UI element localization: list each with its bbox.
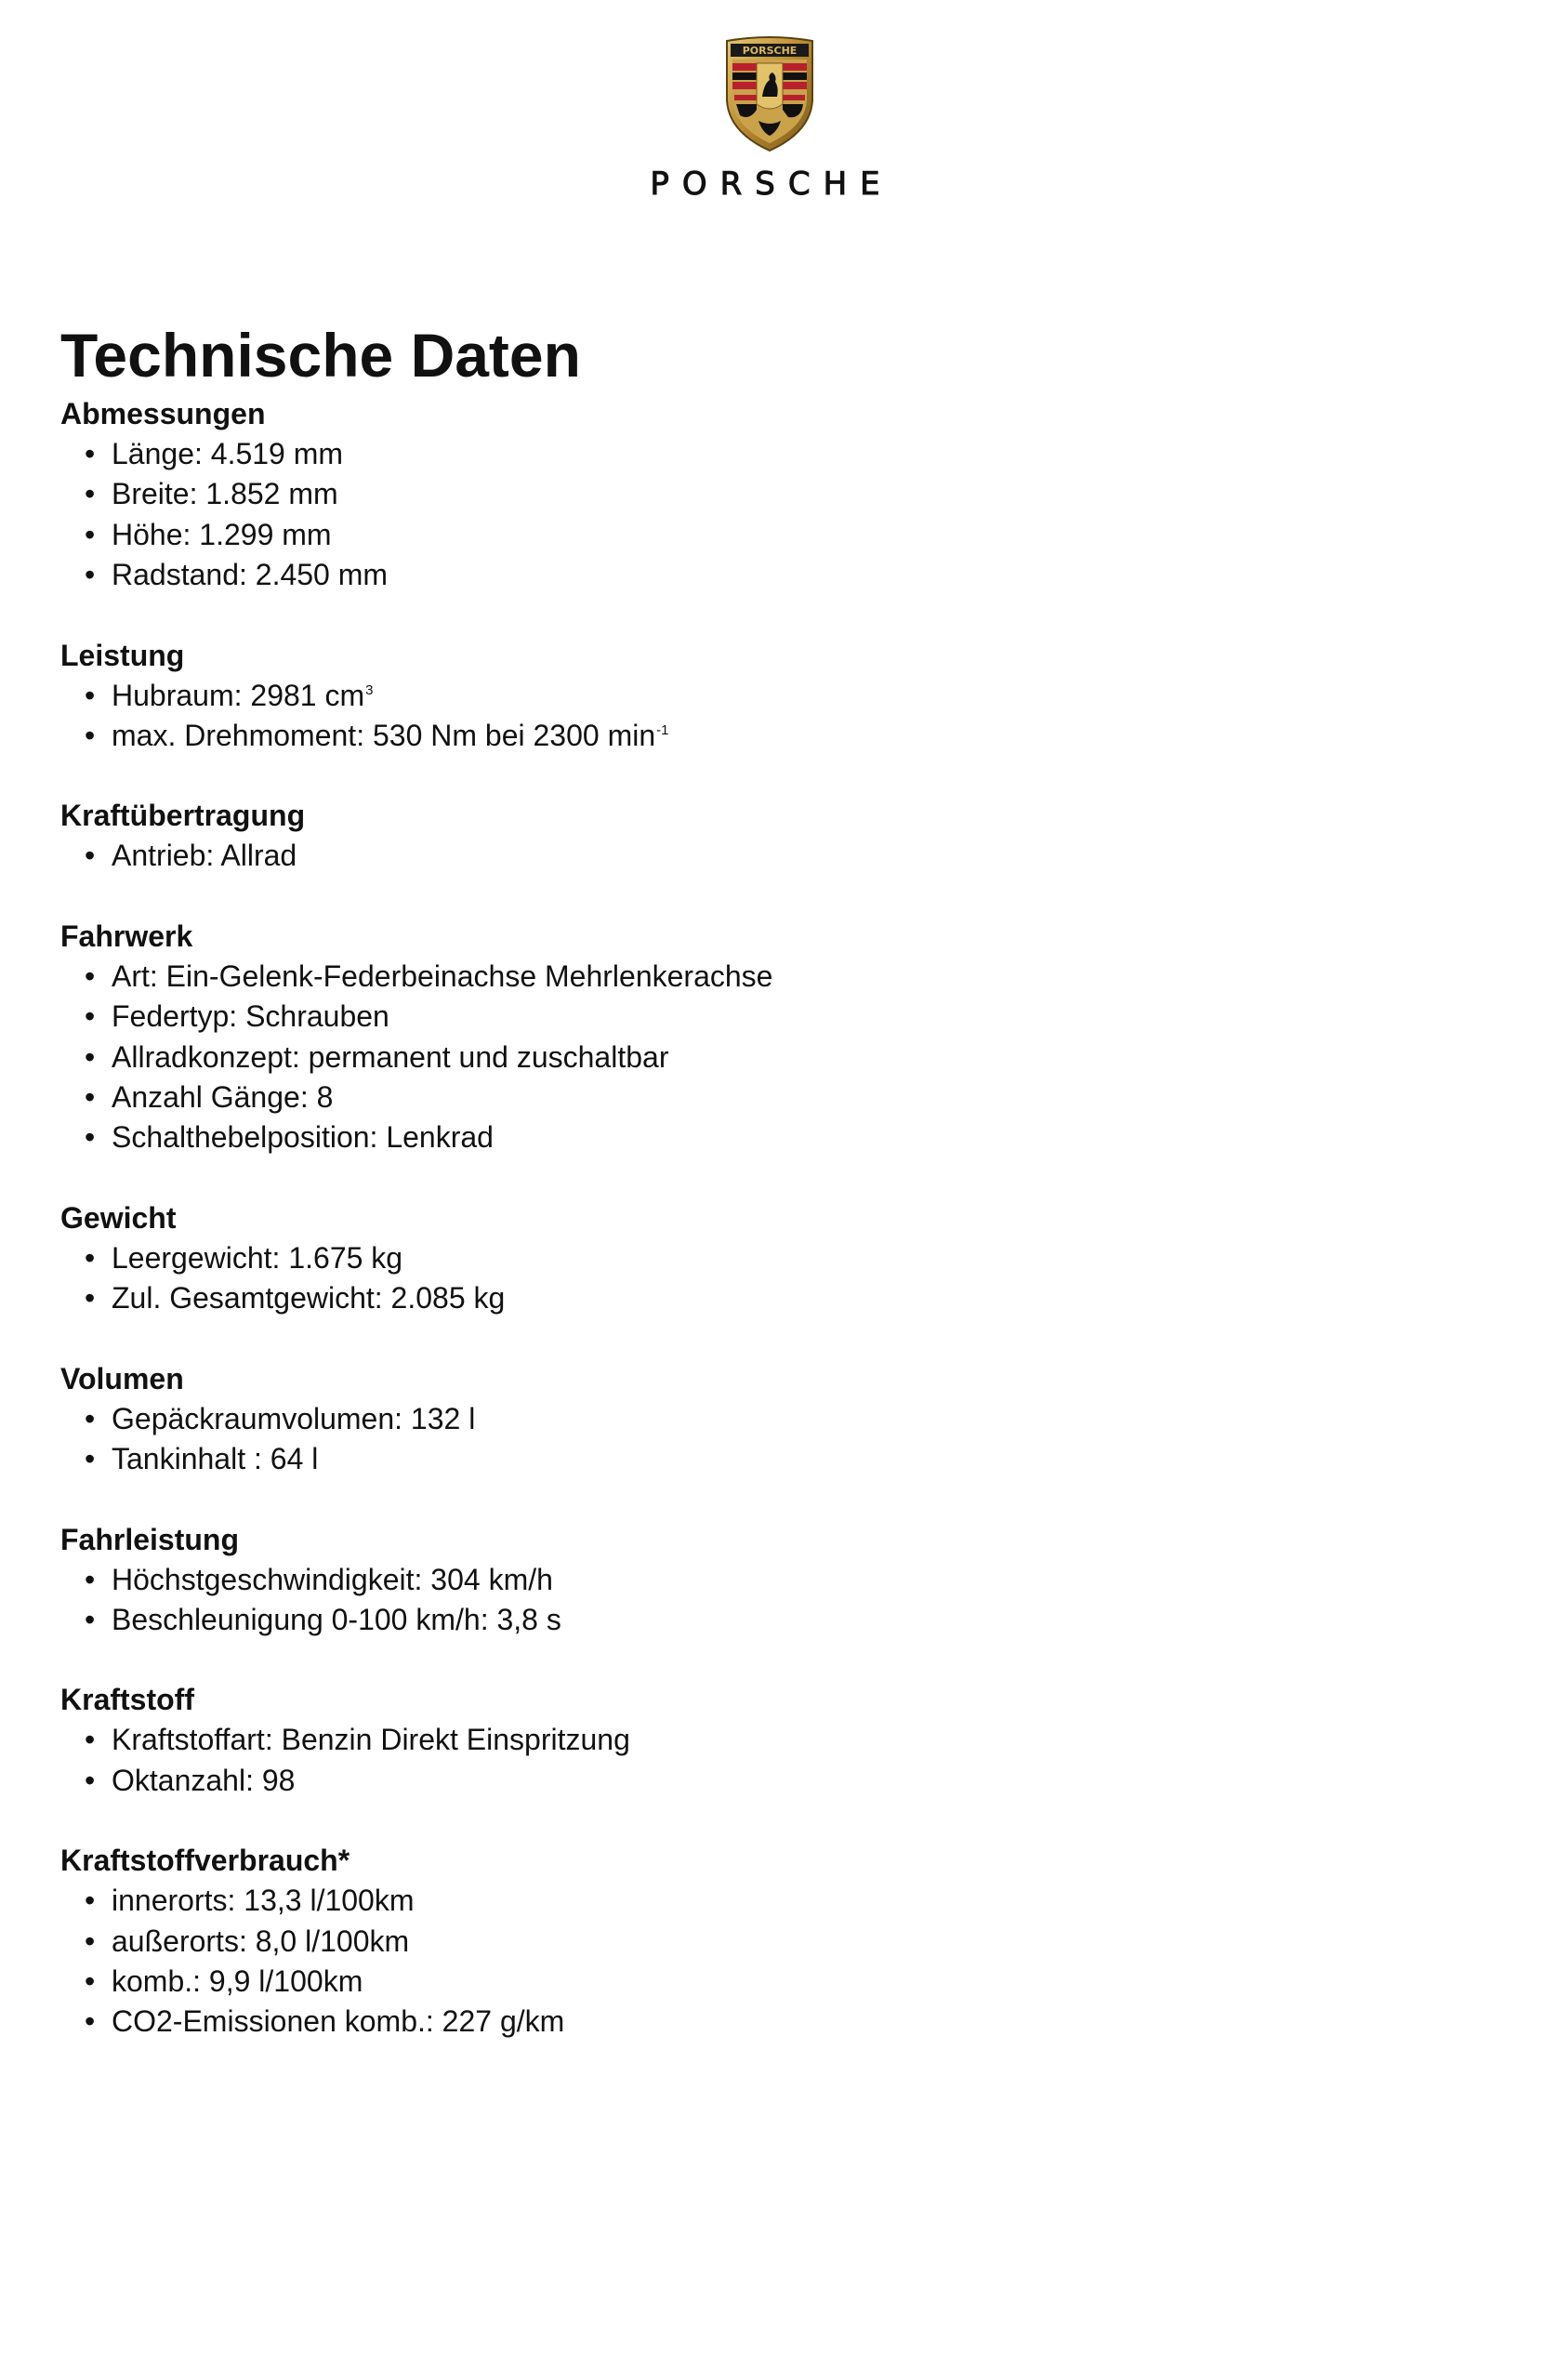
spec-label: max. Drehmoment	[112, 719, 357, 753]
spec-item	[60, 434, 1455, 474]
porsche-crest-logo	[721, 35, 818, 154]
spec-value: permanent und zuschaltbar	[308, 1039, 669, 1074]
spec-value: 9,9 l/100km	[208, 1964, 363, 1998]
spec-item	[60, 1117, 1455, 1157]
spec-item	[60, 1399, 1455, 1439]
spec-item	[60, 1038, 1455, 1078]
svg-text:PORSCHE: PORSCHE	[742, 45, 798, 57]
spec-item	[60, 1962, 1455, 2002]
spec-value: 227 g/km	[442, 2004, 565, 2039]
tech-data-content	[60, 316, 1455, 2043]
spec-label: Schalthebelposition	[112, 1120, 370, 1155]
spec-separator: :	[253, 1442, 270, 1476]
spec-item	[60, 716, 1455, 756]
spec-unit-exponent: -1	[656, 722, 669, 739]
spec-list	[60, 1560, 1455, 1641]
spec-list	[60, 1399, 1455, 1480]
spec-label: Radstand	[112, 558, 239, 592]
section-title: Kraftstoff	[60, 1683, 194, 1717]
spec-section	[60, 1198, 1455, 1319]
spec-label: Antrieb	[112, 839, 206, 873]
spec-value: 98	[261, 1763, 296, 1797]
spec-value: 1.675 kg	[288, 1240, 403, 1275]
spec-item	[60, 1761, 1455, 1801]
spec-item	[60, 1881, 1455, 1921]
spec-separator: :	[229, 999, 246, 1034]
section-title: Fahrwerk	[60, 919, 193, 953]
spec-label: Kraftstoffart	[112, 1723, 265, 1757]
spec-value: 2.450 mm	[255, 558, 389, 592]
spec-label: Höchstgeschwindigkeit	[112, 1562, 415, 1596]
section-title: Abmessungen	[60, 397, 266, 430]
spec-separator: :	[369, 1120, 387, 1155]
spec-label: Art	[112, 959, 150, 993]
spec-list	[60, 1238, 1455, 1319]
spec-separator: :	[264, 1723, 282, 1757]
spec-label: Leergewicht	[112, 1240, 272, 1275]
spec-label: Anzahl Gänge	[112, 1080, 300, 1115]
section-title: Fahrleistung	[60, 1522, 240, 1556]
spec-value: 13,3 l/100km	[244, 1884, 415, 1918]
spec-item	[60, 1600, 1455, 1640]
spec-label: innerorts	[112, 1884, 228, 1918]
spec-section	[60, 394, 1455, 596]
section-title: Kraftstoffverbrauch*	[60, 1844, 350, 1878]
section-title: Volumen	[60, 1361, 184, 1395]
spec-separator: :	[299, 1080, 317, 1115]
spec-label: Gepäckraumvolumen	[112, 1401, 395, 1435]
spec-list	[60, 434, 1455, 596]
spec-item	[60, 1278, 1455, 1318]
spec-value: 3,8 s	[496, 1602, 561, 1636]
section-title: Gewicht	[60, 1200, 177, 1235]
spec-separator: :	[205, 839, 221, 873]
spec-list	[60, 1720, 1455, 1801]
spec-label: Oktanzahl	[112, 1763, 246, 1797]
spec-list	[60, 957, 1455, 1158]
spec-section	[60, 917, 1455, 1158]
spec-section	[60, 1680, 1455, 1801]
spec-value: 132 l	[410, 1401, 476, 1435]
spec-value: Ein-Gelenk-Federbeinachse Mehrlenkerachse	[165, 959, 773, 993]
spec-section	[60, 1841, 1455, 2043]
spec-separator: :	[271, 1240, 289, 1275]
spec-separator: :	[374, 1281, 391, 1316]
page-title: Technische Daten	[60, 321, 581, 390]
spec-separator: :	[149, 959, 166, 993]
spec-value: Lenkrad	[386, 1120, 494, 1155]
spec-separator: :	[192, 1964, 209, 1998]
spec-list	[60, 676, 1455, 757]
spec-item	[60, 1238, 1455, 1278]
spec-label: Allradkonzept	[112, 1039, 292, 1074]
page-header	[0, 0, 1543, 223]
spec-item	[60, 1922, 1455, 1962]
spec-separator: :	[394, 1401, 411, 1435]
spec-item	[60, 474, 1455, 514]
spec-value: 530 Nm bei 2300 min	[372, 719, 656, 753]
spec-label: Hubraum	[112, 678, 234, 712]
spec-value: Allrad	[220, 839, 297, 873]
spec-separator: :	[193, 437, 211, 470]
spec-section	[60, 636, 1455, 757]
spec-value: 1.852 mm	[205, 477, 338, 511]
spec-separator: :	[233, 678, 251, 712]
spec-item	[60, 515, 1455, 555]
spec-separator: :	[480, 1602, 497, 1636]
spec-separator: :	[238, 1924, 256, 1958]
spec-item	[60, 676, 1455, 716]
spec-value: Schrauben	[245, 999, 389, 1034]
spec-label: Federtyp	[112, 999, 230, 1034]
spec-item	[60, 997, 1455, 1037]
spec-value: 64 l	[270, 1442, 319, 1476]
spec-separator: :	[414, 1562, 431, 1596]
spec-item	[60, 1560, 1455, 1600]
spec-separator: :	[189, 477, 206, 511]
spec-label: Höhe	[112, 517, 183, 551]
spec-separator: :	[291, 1039, 309, 1074]
spec-value: 8,0 l/100km	[255, 1924, 410, 1958]
spec-value: 2981 cm	[250, 678, 365, 712]
spec-item	[60, 1078, 1455, 1117]
spec-label: CO2-Emissionen komb.	[112, 2004, 426, 2039]
spec-label: Tankinhalt	[112, 1442, 254, 1476]
spec-separator: :	[245, 1763, 262, 1797]
spec-unit-exponent: 3	[365, 681, 374, 698]
section-title: Leistung	[60, 638, 185, 672]
spec-value: 2.085 kg	[390, 1281, 506, 1316]
spec-label: Länge	[112, 437, 194, 470]
spec-separator: :	[425, 2004, 442, 2039]
spec-item	[60, 555, 1455, 595]
spec-separator: :	[182, 517, 200, 551]
spec-label: Beschleunigung 0-100 km/h	[112, 1602, 481, 1636]
spec-item	[60, 957, 1455, 997]
spec-separator: :	[227, 1884, 244, 1918]
spec-sections	[60, 394, 1455, 2043]
spec-label: außerorts	[112, 1924, 239, 1958]
spec-item	[60, 2002, 1455, 2042]
spec-separator: :	[356, 719, 373, 753]
spec-section	[60, 1520, 1455, 1641]
spec-value: 4.519 mm	[210, 437, 344, 470]
spec-item	[60, 836, 1455, 876]
spec-list	[60, 836, 1455, 876]
spec-value: Benzin Direkt Einspritzung	[281, 1723, 630, 1757]
porsche-wordmark: PORSCHE	[650, 165, 893, 203]
spec-value: 8	[316, 1080, 334, 1115]
spec-separator: :	[238, 558, 256, 592]
spec-value: 1.299 mm	[199, 517, 332, 551]
spec-value: 304 km/h	[430, 1562, 553, 1596]
spec-label: Breite	[112, 477, 190, 511]
spec-section	[60, 796, 1455, 876]
section-title: Kraftübertragung	[60, 799, 306, 833]
spec-label: Zul. Gesamtgewicht	[112, 1281, 375, 1316]
spec-item	[60, 1439, 1455, 1479]
spec-list	[60, 1881, 1455, 2043]
spec-item	[60, 1720, 1455, 1760]
spec-label: komb.	[112, 1964, 193, 1998]
spec-section	[60, 1359, 1455, 1480]
